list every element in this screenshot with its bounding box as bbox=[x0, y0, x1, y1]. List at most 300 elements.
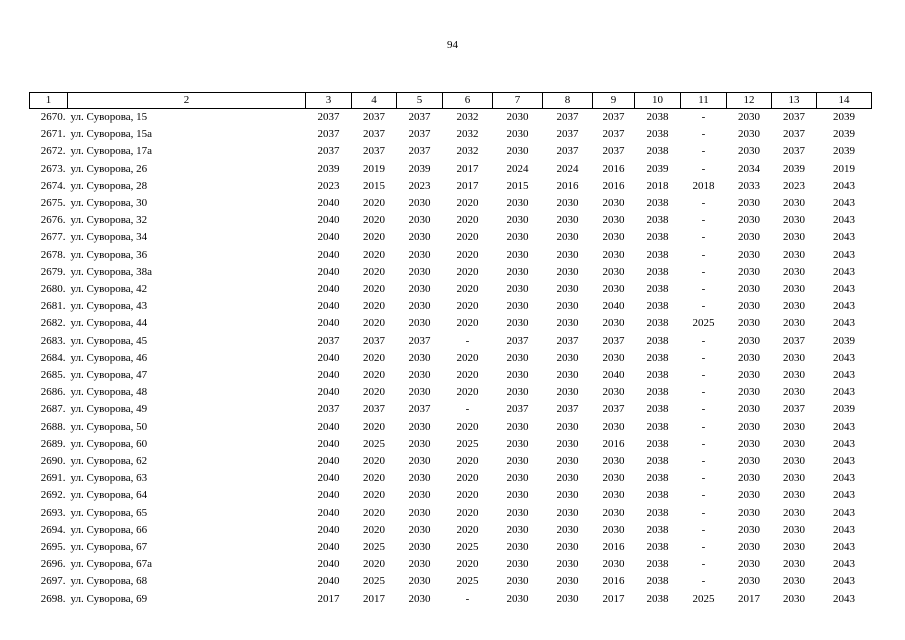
address-cell: ул. Суворова, 66 bbox=[70, 523, 148, 536]
year-cell: - bbox=[701, 506, 706, 519]
year-cell: 2020 bbox=[456, 351, 479, 364]
year-cell: 2030 bbox=[738, 455, 760, 468]
year-cell: 2030 bbox=[783, 300, 805, 313]
year-cell: 2017 bbox=[317, 592, 340, 605]
year-cell: 2030 bbox=[602, 231, 625, 244]
address-cell: ул. Суворова, 42 bbox=[70, 283, 148, 296]
year-cell: 2030 bbox=[556, 541, 579, 554]
year-cell: 2017 bbox=[602, 592, 625, 605]
year-cell: 2030 bbox=[408, 351, 431, 364]
year-cell: 2037 bbox=[363, 334, 385, 347]
column-header-11: 11 bbox=[681, 93, 727, 109]
year-cell: 2030 bbox=[738, 334, 760, 347]
year-cell: 2037 bbox=[506, 334, 529, 347]
year-cell: 2038 bbox=[646, 248, 669, 261]
year-cell: 2030 bbox=[783, 523, 805, 536]
year-cell: 2030 bbox=[506, 128, 529, 141]
year-cell: 2037 bbox=[556, 128, 579, 141]
year-cell: 2020 bbox=[456, 283, 479, 296]
year-cell: 2037 bbox=[408, 403, 431, 416]
year-cell: 2040 bbox=[317, 197, 340, 210]
address-cell: ул. Суворова, 50 bbox=[70, 420, 148, 433]
year-cell: 2037 bbox=[363, 145, 385, 158]
year-cell: 2030 bbox=[602, 351, 625, 364]
row-number: 2685. bbox=[40, 369, 66, 382]
year-cell: 2030 bbox=[408, 214, 431, 227]
year-cell: 2030 bbox=[556, 489, 579, 502]
column-header-7: 7 bbox=[493, 93, 543, 109]
year-cell: 2020 bbox=[456, 197, 479, 210]
year-cell: 2030 bbox=[783, 541, 805, 554]
year-cell: 2030 bbox=[738, 128, 760, 141]
year-cell: 2038 bbox=[646, 369, 669, 382]
year-cell: 2030 bbox=[783, 592, 805, 605]
year-cell: 2043 bbox=[833, 179, 855, 192]
year-cell: - bbox=[701, 403, 706, 416]
year-cell: 2016 bbox=[602, 162, 625, 175]
address-cell: ул. Суворова, 17а bbox=[70, 145, 153, 158]
year-cell: 2037 bbox=[783, 334, 805, 347]
year-cell: - bbox=[701, 197, 706, 210]
year-cell: 2030 bbox=[556, 558, 579, 571]
year-cell: 2043 bbox=[833, 300, 855, 313]
year-cell: 2043 bbox=[833, 575, 855, 588]
year-cell: 2030 bbox=[602, 214, 625, 227]
year-cell: 2020 bbox=[456, 317, 479, 330]
address-cell: ул. Суворова, 32 bbox=[70, 214, 148, 227]
year-cell: 2025 bbox=[692, 592, 715, 605]
year-cell: 2030 bbox=[408, 369, 431, 382]
year-cell: 2030 bbox=[408, 437, 431, 450]
year-cell: 2030 bbox=[738, 300, 760, 313]
year-cell: 2020 bbox=[363, 197, 385, 210]
year-cell: 2038 bbox=[646, 351, 669, 364]
year-cell: - bbox=[701, 283, 706, 296]
year-cell: 2020 bbox=[363, 265, 385, 278]
year-cell: 2020 bbox=[363, 300, 385, 313]
year-cell: 2038 bbox=[646, 506, 669, 519]
year-cell: 2020 bbox=[456, 489, 479, 502]
year-cell: 2037 bbox=[408, 334, 431, 347]
year-cell: 2038 bbox=[646, 231, 669, 244]
header-row bbox=[30, 93, 872, 109]
year-cell: 2043 bbox=[833, 541, 855, 554]
year-cell: 2043 bbox=[833, 523, 855, 536]
year-cell: 2020 bbox=[456, 558, 479, 571]
year-cell: - bbox=[701, 351, 706, 364]
year-cell: 2030 bbox=[506, 265, 529, 278]
year-cell: 2030 bbox=[556, 386, 579, 399]
year-cell: 2030 bbox=[783, 437, 805, 450]
year-cell: 2030 bbox=[506, 437, 529, 450]
year-cell: 2030 bbox=[506, 231, 529, 244]
year-cell: 2030 bbox=[738, 403, 760, 416]
year-cell: 2030 bbox=[506, 300, 529, 313]
year-cell: 2037 bbox=[408, 128, 431, 141]
year-cell: 2034 bbox=[738, 162, 760, 175]
year-cell: 2025 bbox=[363, 437, 385, 450]
year-cell: 2030 bbox=[556, 231, 579, 244]
year-cell: 2030 bbox=[783, 283, 805, 296]
year-cell: - bbox=[701, 128, 706, 141]
year-cell: 2030 bbox=[602, 455, 625, 468]
table-row bbox=[30, 247, 872, 264]
table-row bbox=[30, 212, 872, 229]
year-cell: 2043 bbox=[833, 231, 855, 244]
year-cell: 2030 bbox=[506, 111, 529, 123]
year-cell: 2030 bbox=[556, 300, 579, 313]
year-cell: 2030 bbox=[408, 386, 431, 399]
table-row bbox=[30, 195, 872, 212]
year-cell: 2039 bbox=[833, 111, 855, 123]
table-row bbox=[30, 315, 872, 332]
year-cell: 2030 bbox=[738, 248, 760, 261]
year-cell: 2020 bbox=[456, 506, 479, 519]
address-cell: ул. Суворова, 47 bbox=[70, 369, 148, 382]
year-cell: 2030 bbox=[738, 265, 760, 278]
row-number: 2690. bbox=[40, 455, 66, 468]
year-cell: 2025 bbox=[363, 575, 385, 588]
year-cell: 2030 bbox=[556, 265, 579, 278]
year-cell: 2030 bbox=[783, 420, 805, 433]
year-cell: 2040 bbox=[317, 455, 340, 468]
year-cell: 2030 bbox=[783, 558, 805, 571]
year-cell: 2016 bbox=[556, 179, 579, 192]
year-cell: 2043 bbox=[833, 351, 855, 364]
row-number: 2696. bbox=[40, 558, 66, 571]
year-cell: 2020 bbox=[363, 317, 385, 330]
address-cell: ул. Суворова, 28 bbox=[70, 179, 148, 192]
table-row bbox=[30, 591, 872, 608]
year-cell: 2038 bbox=[646, 265, 669, 278]
table-body bbox=[30, 109, 872, 608]
row-number: 2698. bbox=[40, 592, 66, 605]
year-cell: - bbox=[701, 489, 706, 502]
year-cell: 2033 bbox=[738, 179, 760, 192]
column-header-9: 9 bbox=[593, 93, 635, 109]
year-cell: 2039 bbox=[646, 162, 669, 175]
year-cell: 2030 bbox=[738, 489, 760, 502]
year-cell: 2030 bbox=[556, 197, 579, 210]
year-cell: 2030 bbox=[602, 420, 625, 433]
row-number: 2683. bbox=[40, 334, 66, 347]
year-cell: 2030 bbox=[506, 351, 529, 364]
address-cell: ул. Суворова, 67 bbox=[70, 541, 148, 554]
year-cell: 2030 bbox=[602, 489, 625, 502]
row-number: 2682. bbox=[40, 317, 66, 330]
year-cell: 2030 bbox=[506, 575, 529, 588]
year-cell: 2030 bbox=[602, 558, 625, 571]
year-cell: 2030 bbox=[738, 214, 760, 227]
year-cell: 2030 bbox=[556, 317, 579, 330]
year-cell: - bbox=[701, 437, 706, 450]
year-cell: 2020 bbox=[363, 523, 385, 536]
year-cell: 2020 bbox=[456, 231, 479, 244]
year-cell: 2043 bbox=[833, 197, 855, 210]
year-cell: 2043 bbox=[833, 506, 855, 519]
year-cell: 2038 bbox=[646, 437, 669, 450]
year-cell: 2020 bbox=[456, 472, 479, 485]
year-cell: 2040 bbox=[317, 300, 340, 313]
year-cell: 2040 bbox=[317, 575, 340, 588]
year-cell: 2043 bbox=[833, 472, 855, 485]
year-cell: 2030 bbox=[783, 506, 805, 519]
table-row bbox=[30, 298, 872, 315]
year-cell: 2030 bbox=[783, 214, 805, 227]
year-cell: 2030 bbox=[783, 489, 805, 502]
year-cell: 2038 bbox=[646, 128, 669, 141]
year-cell: 2030 bbox=[602, 317, 625, 330]
year-cell: - bbox=[465, 403, 470, 416]
year-cell: - bbox=[701, 558, 706, 571]
year-cell: 2030 bbox=[738, 558, 760, 571]
year-cell: 2040 bbox=[602, 369, 625, 382]
year-cell: 2030 bbox=[783, 386, 805, 399]
year-cell: 2030 bbox=[602, 265, 625, 278]
year-cell: 2039 bbox=[317, 162, 340, 175]
year-cell: 2020 bbox=[363, 455, 385, 468]
year-cell: 2016 bbox=[602, 437, 625, 450]
year-cell: 2030 bbox=[602, 248, 625, 261]
year-cell: 2024 bbox=[556, 162, 579, 175]
year-cell: 2015 bbox=[363, 179, 385, 192]
row-number: 2687. bbox=[40, 403, 66, 416]
table-row bbox=[30, 556, 872, 573]
row-number: 2676. bbox=[40, 214, 66, 227]
column-header-13: 13 bbox=[772, 93, 817, 109]
year-cell: 2030 bbox=[506, 214, 529, 227]
address-cell: ул. Суворова, 69 bbox=[70, 592, 148, 605]
year-cell: 2037 bbox=[317, 128, 340, 141]
row-number: 2689. bbox=[40, 437, 66, 450]
year-cell: - bbox=[701, 231, 706, 244]
address-cell: ул. Суворова, 64 bbox=[70, 489, 148, 502]
column-header-10: 10 bbox=[635, 93, 681, 109]
year-cell: 2040 bbox=[317, 472, 340, 485]
year-cell: - bbox=[701, 472, 706, 485]
year-cell: 2017 bbox=[363, 592, 385, 605]
year-cell: - bbox=[701, 300, 706, 313]
address-cell: ул. Суворова, 34 bbox=[70, 231, 148, 244]
year-cell: 2040 bbox=[317, 437, 340, 450]
year-cell: 2030 bbox=[408, 575, 431, 588]
year-cell: 2030 bbox=[783, 369, 805, 382]
year-cell: 2043 bbox=[833, 420, 855, 433]
row-number: 2688. bbox=[40, 420, 66, 433]
year-cell: 2030 bbox=[408, 231, 431, 244]
year-cell: 2030 bbox=[783, 472, 805, 485]
year-cell: 2020 bbox=[363, 369, 385, 382]
year-cell: 2020 bbox=[363, 472, 385, 485]
year-cell: - bbox=[701, 420, 706, 433]
address-cell: ул. Суворова, 68 bbox=[70, 575, 148, 588]
year-cell: 2038 bbox=[646, 541, 669, 554]
year-cell: 2030 bbox=[408, 317, 431, 330]
year-cell: 2037 bbox=[602, 403, 625, 416]
year-cell: 2038 bbox=[646, 317, 669, 330]
row-number: 2681. bbox=[40, 300, 66, 313]
year-cell: 2040 bbox=[317, 317, 340, 330]
year-cell: 2040 bbox=[317, 386, 340, 399]
year-cell: 2030 bbox=[783, 455, 805, 468]
year-cell: 2030 bbox=[506, 558, 529, 571]
year-cell: 2025 bbox=[456, 437, 479, 450]
year-cell: - bbox=[701, 265, 706, 278]
year-cell: 2030 bbox=[556, 523, 579, 536]
year-cell: 2030 bbox=[506, 197, 529, 210]
year-cell: 2039 bbox=[408, 162, 431, 175]
year-cell: 2030 bbox=[783, 351, 805, 364]
row-number: 2675. bbox=[40, 197, 66, 210]
year-cell: 2038 bbox=[646, 111, 669, 123]
year-cell: 2043 bbox=[833, 558, 855, 571]
column-header-12: 12 bbox=[727, 93, 772, 109]
year-cell: 2038 bbox=[646, 592, 669, 605]
year-cell: - bbox=[701, 145, 706, 158]
year-cell: 2030 bbox=[506, 541, 529, 554]
year-cell: 2017 bbox=[456, 179, 479, 192]
year-cell: - bbox=[701, 455, 706, 468]
year-cell: 2030 bbox=[738, 523, 760, 536]
table-row bbox=[30, 229, 872, 246]
year-cell: 2043 bbox=[833, 248, 855, 261]
year-cell: 2038 bbox=[646, 386, 669, 399]
column-header-4: 4 bbox=[352, 93, 397, 109]
year-cell: 2032 bbox=[456, 128, 479, 141]
year-cell: 2030 bbox=[408, 300, 431, 313]
year-cell: 2038 bbox=[646, 472, 669, 485]
year-cell: 2030 bbox=[738, 437, 760, 450]
year-cell: 2030 bbox=[556, 248, 579, 261]
year-cell: 2032 bbox=[456, 145, 479, 158]
row-number: 2678. bbox=[40, 248, 66, 261]
year-cell: 2023 bbox=[408, 179, 431, 192]
year-cell: 2037 bbox=[602, 145, 625, 158]
year-cell: 2030 bbox=[506, 283, 529, 296]
year-cell: 2030 bbox=[738, 351, 760, 364]
row-number: 2686. bbox=[40, 386, 66, 399]
year-cell: 2020 bbox=[456, 214, 479, 227]
year-cell: 2030 bbox=[783, 231, 805, 244]
year-cell: 2030 bbox=[408, 283, 431, 296]
year-cell: 2040 bbox=[602, 300, 625, 313]
year-cell: 2037 bbox=[556, 145, 579, 158]
year-cell: 2016 bbox=[602, 179, 625, 192]
year-cell: 2030 bbox=[602, 283, 625, 296]
year-cell: 2038 bbox=[646, 420, 669, 433]
year-cell: 2030 bbox=[602, 386, 625, 399]
year-cell: 2016 bbox=[602, 575, 625, 588]
year-cell: 2030 bbox=[506, 506, 529, 519]
table-row bbox=[30, 143, 872, 160]
year-cell: 2039 bbox=[833, 403, 855, 416]
year-cell: 2037 bbox=[783, 145, 805, 158]
year-cell: 2037 bbox=[602, 111, 625, 123]
year-cell: - bbox=[465, 334, 470, 347]
data-table bbox=[29, 92, 872, 608]
address-cell: ул. Суворова, 60 bbox=[70, 437, 148, 450]
year-cell: 2030 bbox=[408, 523, 431, 536]
year-cell: 2040 bbox=[317, 489, 340, 502]
address-cell: ул. Суворова, 49 bbox=[70, 403, 148, 416]
year-cell: 2037 bbox=[602, 128, 625, 141]
year-cell: 2030 bbox=[783, 265, 805, 278]
table-row bbox=[30, 264, 872, 281]
year-cell: 2030 bbox=[738, 111, 760, 123]
year-cell: - bbox=[701, 334, 706, 347]
year-cell: 2025 bbox=[363, 541, 385, 554]
year-cell: 2020 bbox=[363, 489, 385, 502]
year-cell: 2040 bbox=[317, 369, 340, 382]
year-cell: 2020 bbox=[456, 386, 479, 399]
year-cell: 2020 bbox=[363, 506, 385, 519]
year-cell: 2030 bbox=[506, 317, 529, 330]
year-cell: 2019 bbox=[363, 162, 385, 175]
year-cell: 2030 bbox=[506, 386, 529, 399]
year-cell: 2020 bbox=[363, 231, 385, 244]
table-row bbox=[30, 126, 872, 143]
year-cell: 2043 bbox=[833, 489, 855, 502]
year-cell: 2030 bbox=[408, 592, 431, 605]
year-cell: 2030 bbox=[408, 420, 431, 433]
row-number: 2673. bbox=[40, 162, 66, 175]
year-cell: 2030 bbox=[738, 197, 760, 210]
year-cell: 2030 bbox=[408, 541, 431, 554]
column-header-6: 6 bbox=[443, 93, 493, 109]
table-row bbox=[30, 522, 872, 539]
year-cell: 2030 bbox=[556, 420, 579, 433]
address-cell: ул. Суворова, 36 bbox=[70, 248, 148, 261]
year-cell: 2030 bbox=[783, 197, 805, 210]
table-row bbox=[30, 505, 872, 522]
year-cell: - bbox=[701, 214, 706, 227]
table-row bbox=[30, 333, 872, 350]
year-cell: - bbox=[701, 248, 706, 261]
address-cell: ул. Суворова, 43 bbox=[70, 300, 148, 313]
year-cell: 2020 bbox=[363, 214, 385, 227]
year-cell: 2038 bbox=[646, 575, 669, 588]
year-cell: 2043 bbox=[833, 283, 855, 296]
year-cell: 2020 bbox=[363, 420, 385, 433]
year-cell: 2030 bbox=[556, 455, 579, 468]
column-header-3: 3 bbox=[306, 93, 352, 109]
year-cell: 2015 bbox=[506, 179, 529, 192]
year-cell: 2040 bbox=[317, 248, 340, 261]
row-number: 2684. bbox=[40, 351, 66, 364]
address-cell: ул. Суворова, 38а bbox=[70, 265, 153, 278]
year-cell: 2043 bbox=[833, 455, 855, 468]
year-cell: 2030 bbox=[556, 592, 579, 605]
year-cell: 2043 bbox=[833, 214, 855, 227]
year-cell: 2030 bbox=[556, 351, 579, 364]
year-cell: 2037 bbox=[556, 111, 579, 123]
year-cell: 2025 bbox=[456, 575, 479, 588]
year-cell: 2037 bbox=[408, 145, 431, 158]
column-header-1: 1 bbox=[30, 93, 68, 109]
year-cell: 2023 bbox=[783, 179, 805, 192]
year-cell: 2017 bbox=[738, 592, 760, 605]
year-cell: 2040 bbox=[317, 265, 340, 278]
year-cell: 2038 bbox=[646, 403, 669, 416]
address-cell: ул. Суворова, 44 bbox=[70, 317, 148, 330]
year-cell: 2038 bbox=[646, 558, 669, 571]
year-cell: 2030 bbox=[408, 558, 431, 571]
year-cell: 2030 bbox=[738, 386, 760, 399]
year-cell: 2030 bbox=[738, 506, 760, 519]
table-row bbox=[30, 178, 872, 195]
table-row bbox=[30, 109, 872, 127]
year-cell: 2030 bbox=[506, 592, 529, 605]
